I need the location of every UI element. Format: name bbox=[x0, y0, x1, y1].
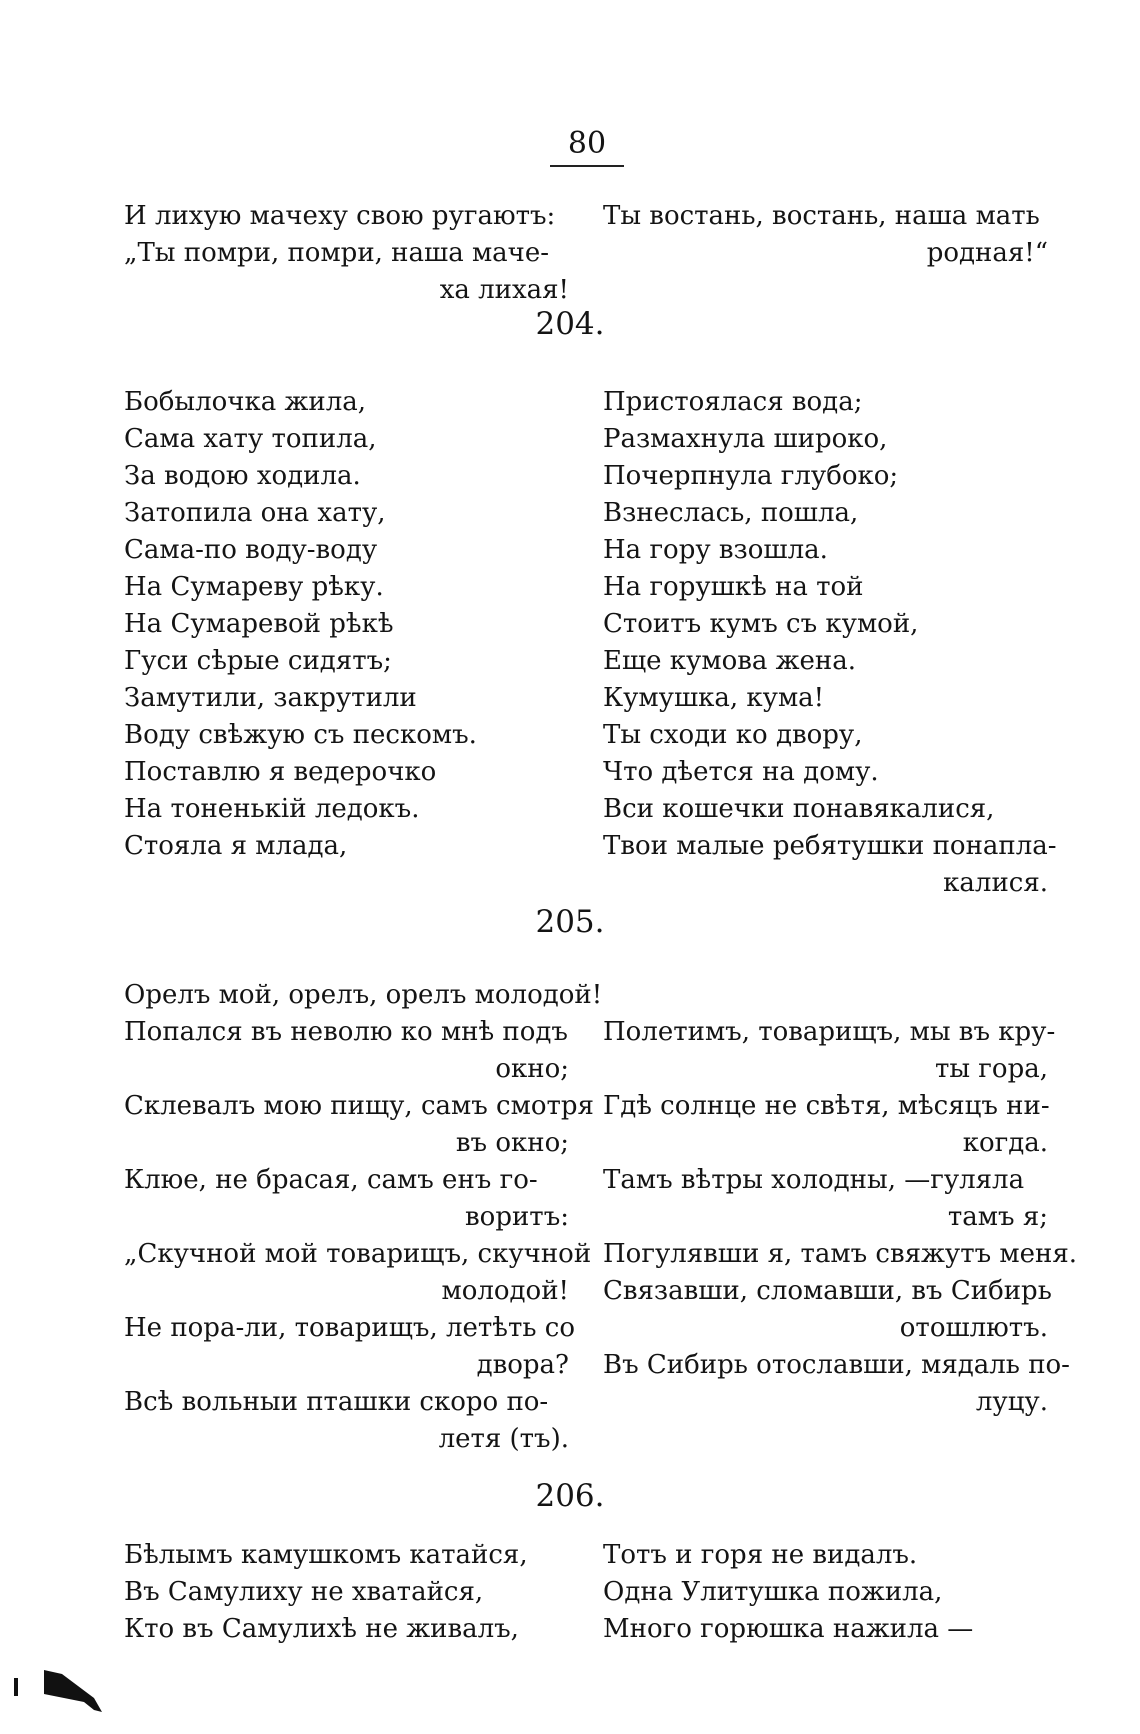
page-number: 80 bbox=[550, 126, 624, 167]
verse-line: Почерпнула глубоко; bbox=[603, 461, 899, 491]
verse-line-continuation: окно; bbox=[495, 1054, 569, 1084]
verse-line: Орелъ мой, орелъ, орелъ молодой! bbox=[124, 980, 603, 1010]
verse-line: Въ Сибирь отославши, мядаль по- bbox=[603, 1350, 1070, 1380]
section-205-left-column bbox=[124, 977, 603, 1458]
section-206-left-column bbox=[124, 1537, 569, 1648]
verse-line: Попался въ неволю ко мнѣ подъ bbox=[124, 1017, 568, 1047]
verse-line: Клюе, не брасая, самъ енъ го- bbox=[124, 1165, 538, 1195]
section-0-left-column bbox=[124, 198, 569, 309]
section-0-right-column bbox=[603, 198, 1048, 272]
verse-line: Погулявши я, тамъ свяжутъ меня. bbox=[603, 1239, 1078, 1269]
song-number: 204. bbox=[535, 306, 605, 342]
verse-line-continuation: летя (тъ). bbox=[438, 1424, 569, 1454]
section-205-right-column bbox=[603, 977, 1078, 1421]
verse-line-continuation: въ окно; bbox=[455, 1128, 569, 1158]
verse-line-continuation: воритъ: bbox=[465, 1202, 569, 1232]
verse-line: И лихую мачеху свою ругаютъ: bbox=[124, 201, 556, 231]
verse-line: „Ты помри, помри, наша маче- bbox=[124, 238, 550, 268]
verse-line: На гору взошла. bbox=[603, 535, 828, 565]
verse-line: Твои малые ребятушки понапла- bbox=[603, 831, 1057, 861]
verse-line: Бѣлымъ камушкомъ катайся, bbox=[124, 1540, 528, 1570]
verse-line: Склевалъ мою пищу, самъ смотря bbox=[124, 1091, 594, 1121]
verse-line: Размахнула широко, bbox=[603, 424, 888, 454]
verse-line: Взнеслась, пошла, bbox=[603, 498, 859, 528]
verse-line: Всѣ вольныи пташки скоро по- bbox=[124, 1387, 549, 1417]
verse-line: Полетимъ, товарищъ, мы въ кру- bbox=[603, 1017, 1056, 1047]
verse-line: На тоненькій ледокъ. bbox=[124, 794, 420, 824]
verse-line: Кто въ Самулихѣ не живалъ, bbox=[124, 1614, 519, 1644]
verse-line: Одна Улитушка пожила, bbox=[603, 1577, 943, 1607]
verse-line-spacer bbox=[603, 977, 1048, 1014]
verse-line: Тамъ вѣтры холодны, —гуляла bbox=[603, 1165, 1025, 1195]
song-number: 206. bbox=[535, 1478, 605, 1514]
verse-line: Поставлю я ведерочко bbox=[124, 757, 437, 787]
verse-line: На Сумареву рѣку. bbox=[124, 572, 384, 602]
verse-line: Вси кошечки понавякалися, bbox=[603, 794, 995, 824]
verse-line-continuation: молодой! bbox=[441, 1276, 569, 1306]
verse-line: На горушкѣ на той bbox=[603, 572, 864, 602]
verse-line: Въ Самулиху не хватайся, bbox=[124, 1577, 484, 1607]
verse-line: Гдѣ солнце не свѣтя, мѣсяцъ ни- bbox=[603, 1091, 1050, 1121]
verse-line-continuation: ты гора, bbox=[934, 1054, 1048, 1084]
verse-line: Много горюшка нажила — bbox=[603, 1614, 974, 1644]
verse-line: Кумушка, кума! bbox=[603, 683, 825, 713]
verse-line-continuation: отошлютъ. bbox=[899, 1313, 1048, 1343]
verse-line: Еще кумова жена. bbox=[603, 646, 857, 676]
verse-line-continuation: двора? bbox=[476, 1350, 569, 1380]
verse-line: Пристоялася вода; bbox=[603, 387, 863, 417]
verse-line: Бобылочка жила, bbox=[124, 387, 367, 417]
section-206-right-column bbox=[603, 1537, 1048, 1648]
verse-line-continuation: луцу. bbox=[975, 1387, 1048, 1417]
verse-line: „Скучной мой товарищъ, скучной bbox=[124, 1239, 592, 1269]
verse-line: Сама хату топила, bbox=[124, 424, 377, 454]
verse-line-continuation: родная!“ bbox=[926, 238, 1048, 268]
verse-line: Гуси сѣрые сидятъ; bbox=[124, 646, 392, 676]
verse-line: Ты сходи ко двору, bbox=[603, 720, 863, 750]
section-204-left-column bbox=[124, 384, 569, 865]
corner-mark-icon bbox=[14, 1664, 104, 1714]
verse-line: Не пора-ли, товарищъ, летѣть со bbox=[124, 1313, 575, 1343]
song-number: 205. bbox=[535, 904, 605, 940]
verse-line: Что дѣется на дому. bbox=[603, 757, 879, 787]
verse-line: Замутили, закрутили bbox=[124, 683, 417, 713]
verse-line: Затопила она хату, bbox=[124, 498, 386, 528]
verse-line: Стояла я млада, bbox=[124, 831, 348, 861]
verse-line: Связавши, сломавши, въ Сибирь bbox=[603, 1276, 1052, 1306]
verse-line: Тотъ и горя не видалъ. bbox=[603, 1540, 918, 1570]
section-204-right-column bbox=[603, 384, 1057, 902]
verse-line: Ты востань, востань, наша мать bbox=[603, 201, 1040, 231]
verse-line: За водою ходила. bbox=[124, 461, 361, 491]
verse-line-continuation: ха лихая! bbox=[439, 275, 569, 305]
verse-line: На Сумаревой рѣкѣ bbox=[124, 609, 394, 639]
verse-line-continuation: тамъ я; bbox=[947, 1202, 1048, 1232]
verse-line: Сама-по воду-воду bbox=[124, 535, 378, 565]
verse-line: Воду свѣжую съ пескомъ. bbox=[124, 720, 477, 750]
verse-line: Стоитъ кумъ съ кумой, bbox=[603, 609, 919, 639]
verse-line-continuation: когда. bbox=[962, 1128, 1048, 1158]
verse-line-continuation: калися. bbox=[943, 868, 1048, 898]
